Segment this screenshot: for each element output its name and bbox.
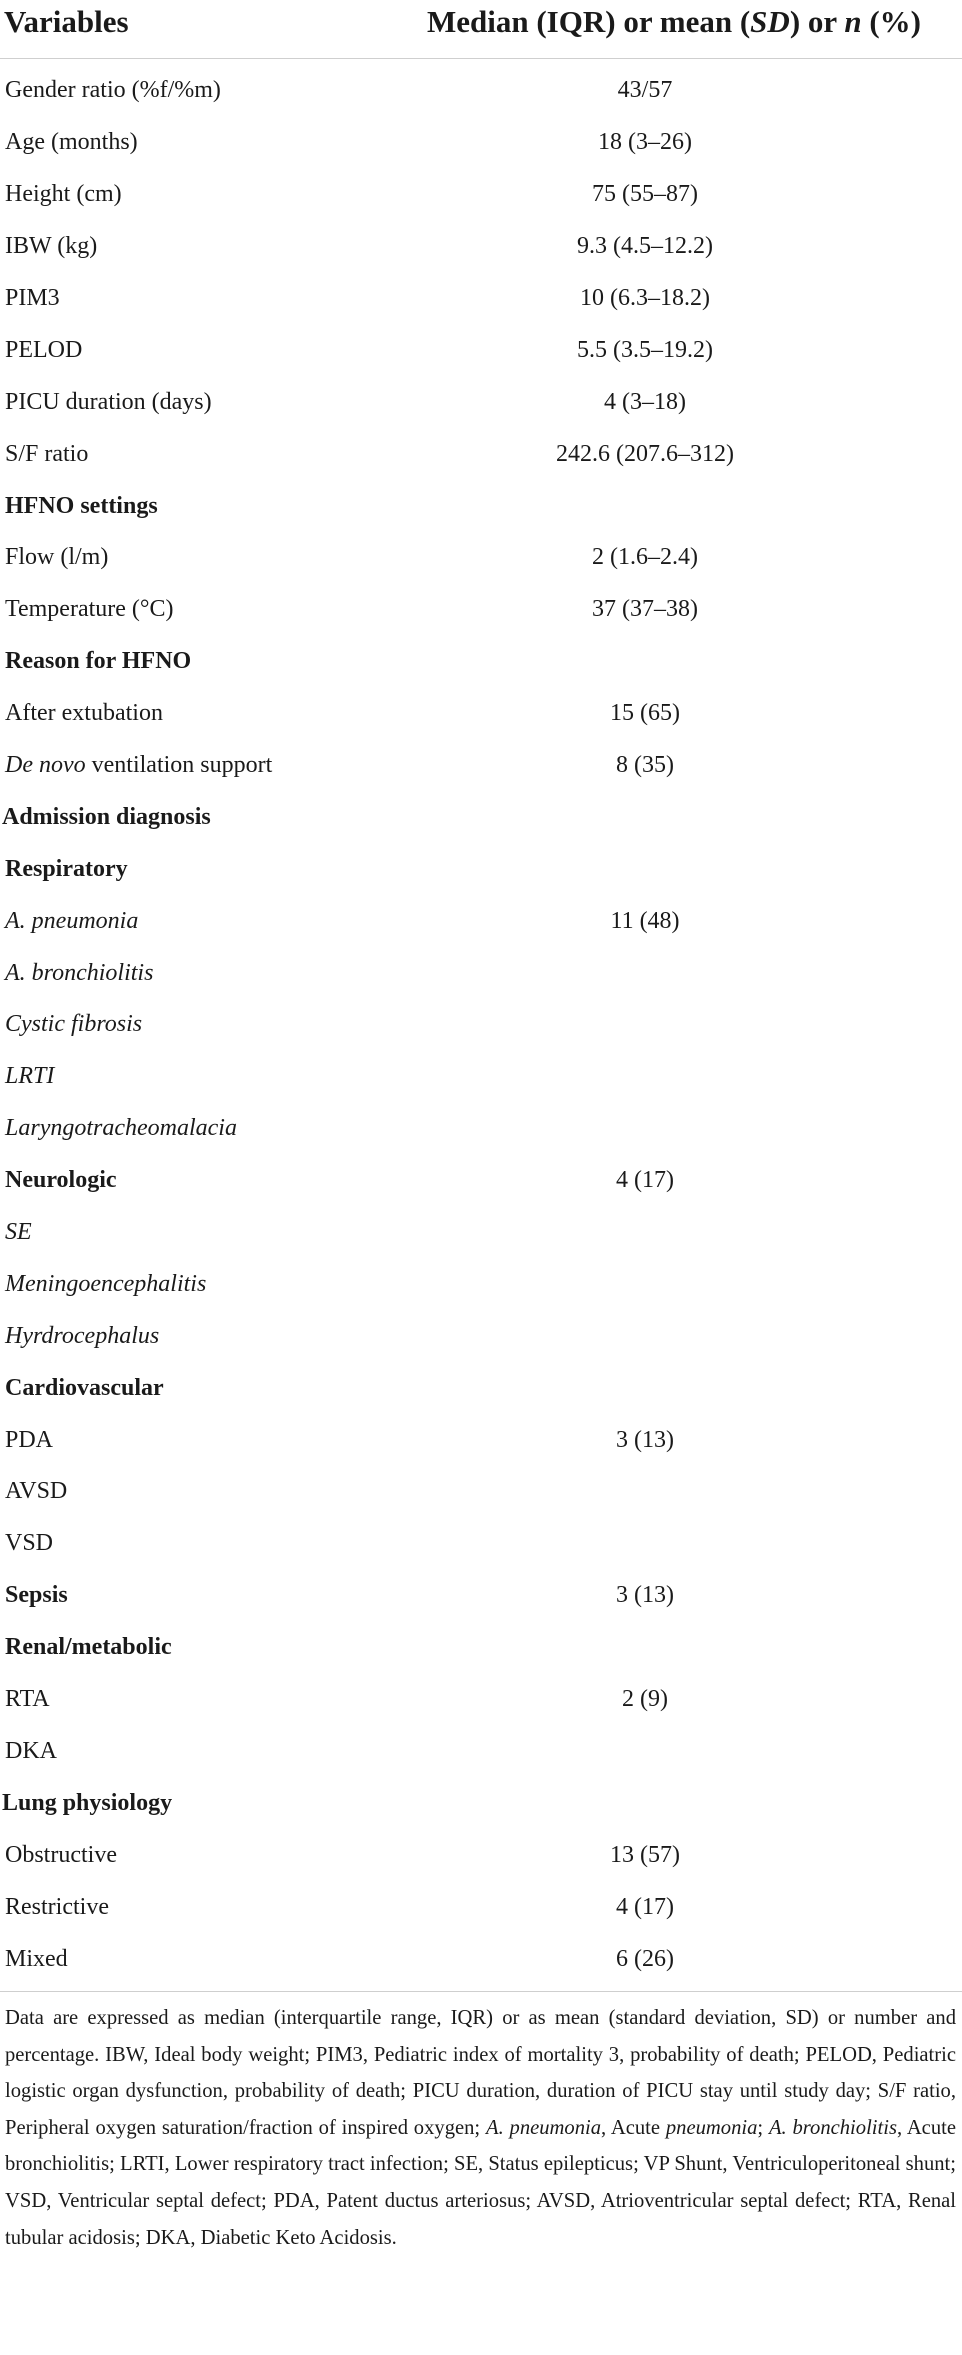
table-row: Mixed 6 (26)	[5, 1945, 674, 1972]
header-value-n: n	[844, 4, 862, 39]
table-row: A. pneumonia 11 (48)	[5, 907, 680, 934]
table-body	[0, 65, 962, 1985]
table-row: RTA 2 (9)	[5, 1686, 668, 1713]
table-row: Restrictive 4 (17)	[5, 1893, 674, 1920]
table-row: Height (cm) 75 (55–87)	[5, 181, 698, 208]
table-row: After extubation 15 (65)	[5, 700, 680, 727]
section-heading: Respiratory	[5, 855, 128, 882]
table-row: De novo ventilation support 8 (35)	[5, 752, 674, 779]
table-row: Flow (l/m) 2 (1.6–2.4)	[5, 544, 698, 571]
table-row: Laryngotracheomalacia	[5, 1115, 237, 1142]
section-heading: Cardiovascular	[5, 1374, 164, 1401]
section-heading: Sepsis 3 (13)	[5, 1582, 674, 1609]
table-row: IBW (kg) 9.3 (4.5–12.2)	[5, 233, 713, 260]
table-row: DKA	[5, 1737, 57, 1764]
header-divider	[0, 58, 962, 59]
section-heading: HFNO settings	[5, 492, 158, 519]
table-row: Meningoencephalitis	[5, 1270, 207, 1297]
header-variables: Variables	[4, 4, 129, 39]
header-values	[364, 4, 958, 40]
table-row: PICU duration (days) 4 (3–18)	[5, 388, 686, 415]
table-row: S/F ratio 242.6 (207.6–312)	[5, 440, 734, 467]
table-row: LRTI	[5, 1063, 55, 1090]
table-row: VSD	[5, 1530, 54, 1557]
table-row: AVSD	[5, 1478, 68, 1505]
table-row: PDA 3 (13)	[5, 1426, 674, 1453]
table-row: SE	[5, 1219, 32, 1246]
header-value-sd: SD	[750, 4, 790, 39]
table-row: Age (months) 18 (3–26)	[5, 129, 692, 156]
table-row: A. bronchiolitis	[5, 959, 154, 986]
section-heading: Reason for HFNO	[5, 648, 192, 675]
table-footnote: Data are expressed as median (interquartile range, IQR) or as mean (standard deviation, SD) or number and percentage. IBW, Ideal body weight; PIM3, Pediatric index of mortality 3, probability of death; PELOD, Pediatric logistic organ dysfunction, probability of death; PICU duration, duration of PICU stay until study day; S/F ratio, Peripheral oxygen saturation/fraction of inspired oxygen; A. pneumonia, Acute pneumonia; A. bronchiolitis, Acute bronchiolitis; LRTI, Lower respiratory tract infection; SE, Status epilepticus; VP Shunt, Ventriculoperitoneal shunt; VSD, Ventricular septal defect; PDA, Patent ductus arteriosus; AVSD, Atrioventricular septal defect; RTA, Renal tubular acidosis; DKA, Diabetic Keto Acidosis.	[5, 2006, 956, 2249]
table-row: PELOD 5.5 (3.5–19.2)	[5, 336, 713, 363]
section-heading: Lung physiology	[2, 1789, 173, 1816]
table-row: Gender ratio (%f/%m) 43/57	[5, 77, 673, 104]
section-heading: Admission diagnosis	[2, 803, 211, 830]
table-row: PIM3 10 (6.3–18.2)	[5, 285, 710, 311]
table-row: Temperature (°C) 37 (37–38)	[5, 596, 698, 623]
header-value-suffix: (%)	[861, 4, 921, 39]
header-value-mid: ) or	[789, 4, 845, 39]
header-value-prefix: Median (IQR) or mean (	[427, 4, 751, 39]
section-heading: Renal/metabolic	[5, 1634, 172, 1661]
table-row: Hyrdrocephalus	[5, 1322, 160, 1349]
section-heading: Neurologic 4 (17)	[5, 1167, 674, 1194]
table-header	[0, 0, 962, 40]
table-row: Obstructive 13 (57)	[5, 1841, 680, 1868]
table-row: Cystic fibrosis	[5, 1011, 143, 1038]
